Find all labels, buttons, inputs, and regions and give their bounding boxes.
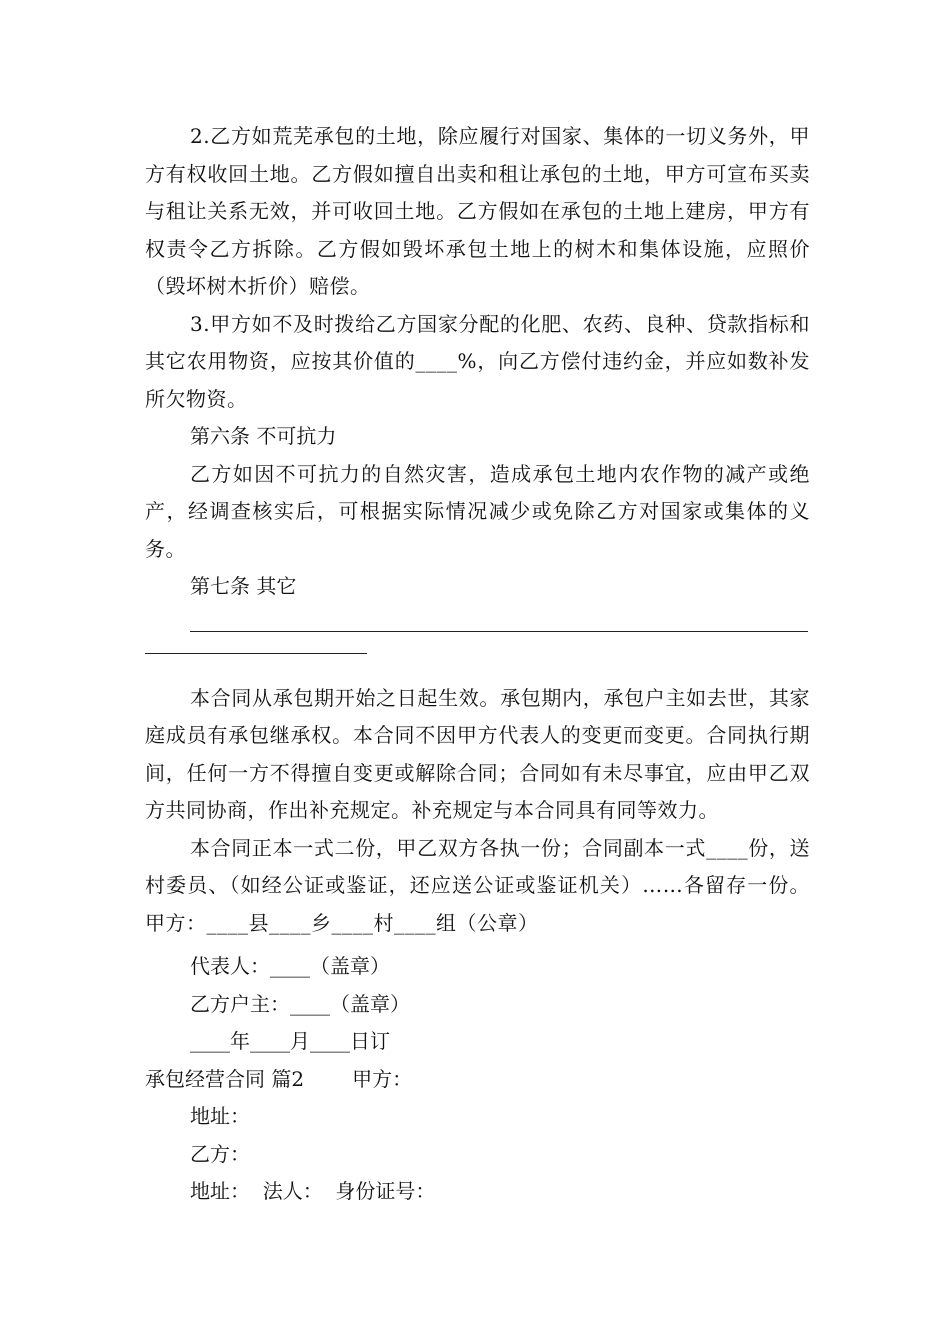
- blank-line-2: [145, 653, 367, 654]
- clause-3-paragraph: 3.甲方如不及时拨给乙方国家分配的化肥、农药、良种、贷款指标和其它农用物资，应按其价值的____%，向乙方偿付违约金，并应如数补发所欠物资。: [145, 311, 810, 411]
- force-majeure-paragraph: 乙方如因不可抗力的自然灾害，造成承包土地内农作物的减产或绝产，经调查核实后，可根据实际情况减少或免除乙方对国家或集体的义务。: [145, 461, 810, 561]
- section-2-heading-line: [145, 1061, 810, 1099]
- representative-line: 代表人：____（盖章）: [190, 954, 390, 978]
- address-line-2: 地址： 法人： 身份证号：: [190, 1179, 436, 1203]
- household-head-line: 乙方户主：____（盖章）: [190, 991, 410, 1016]
- date-line: ____年____月____日订: [190, 1029, 390, 1053]
- address-line-1: 地址：: [190, 1104, 250, 1128]
- party-b-line: 乙方：: [190, 1141, 250, 1166]
- article-6-heading: 第六条 不可抗力: [190, 424, 337, 448]
- section-2-title: 承包经营合同 篇2: [145, 1066, 305, 1091]
- blank-fill-lines: [145, 606, 810, 666]
- document-page: [145, 118, 810, 1211]
- clause-2-paragraph: 2.乙方如荒芜承包的土地，除应履行对国家、集体的一切义务外，甲方有权收回土地。乙方假如擅自出卖和租让承包的土地，甲方可宣布买卖与租让关系无效，并可收回土地。乙方假如在承包的土地上建房，甲方有权责令乙方拆除。乙方假如毁坏承包土地上的树木和集体设施，应照价（毁坏树木折价）赔偿。: [145, 124, 810, 298]
- copies-paragraph: 本合同正本一式二份，甲乙双方各执一份；合同副本一式____份，送村委员、（如经公证或鉴证，还应送公证或鉴证机关）……各留存一份。 甲方：____县____乡____村____组（公章）: [145, 835, 810, 935]
- effectiveness-paragraph: 本合同从承包期开始之日起生效。承包期内，承包户主如去世，其家庭成员有承包继承权。本合同不因甲方代表人的变更而变更。合同执行期间，任何一方不得擅自变更或解除合同；合同如有未尽事宜，应由甲乙双方共同协商，作出补充规定。补充规定与本合同具有同等效力。: [145, 685, 810, 822]
- blank-line-1: [190, 631, 808, 632]
- article-7-heading: 第七条 其它: [190, 574, 297, 598]
- party-a-label: 甲方：: [352, 1066, 413, 1091]
